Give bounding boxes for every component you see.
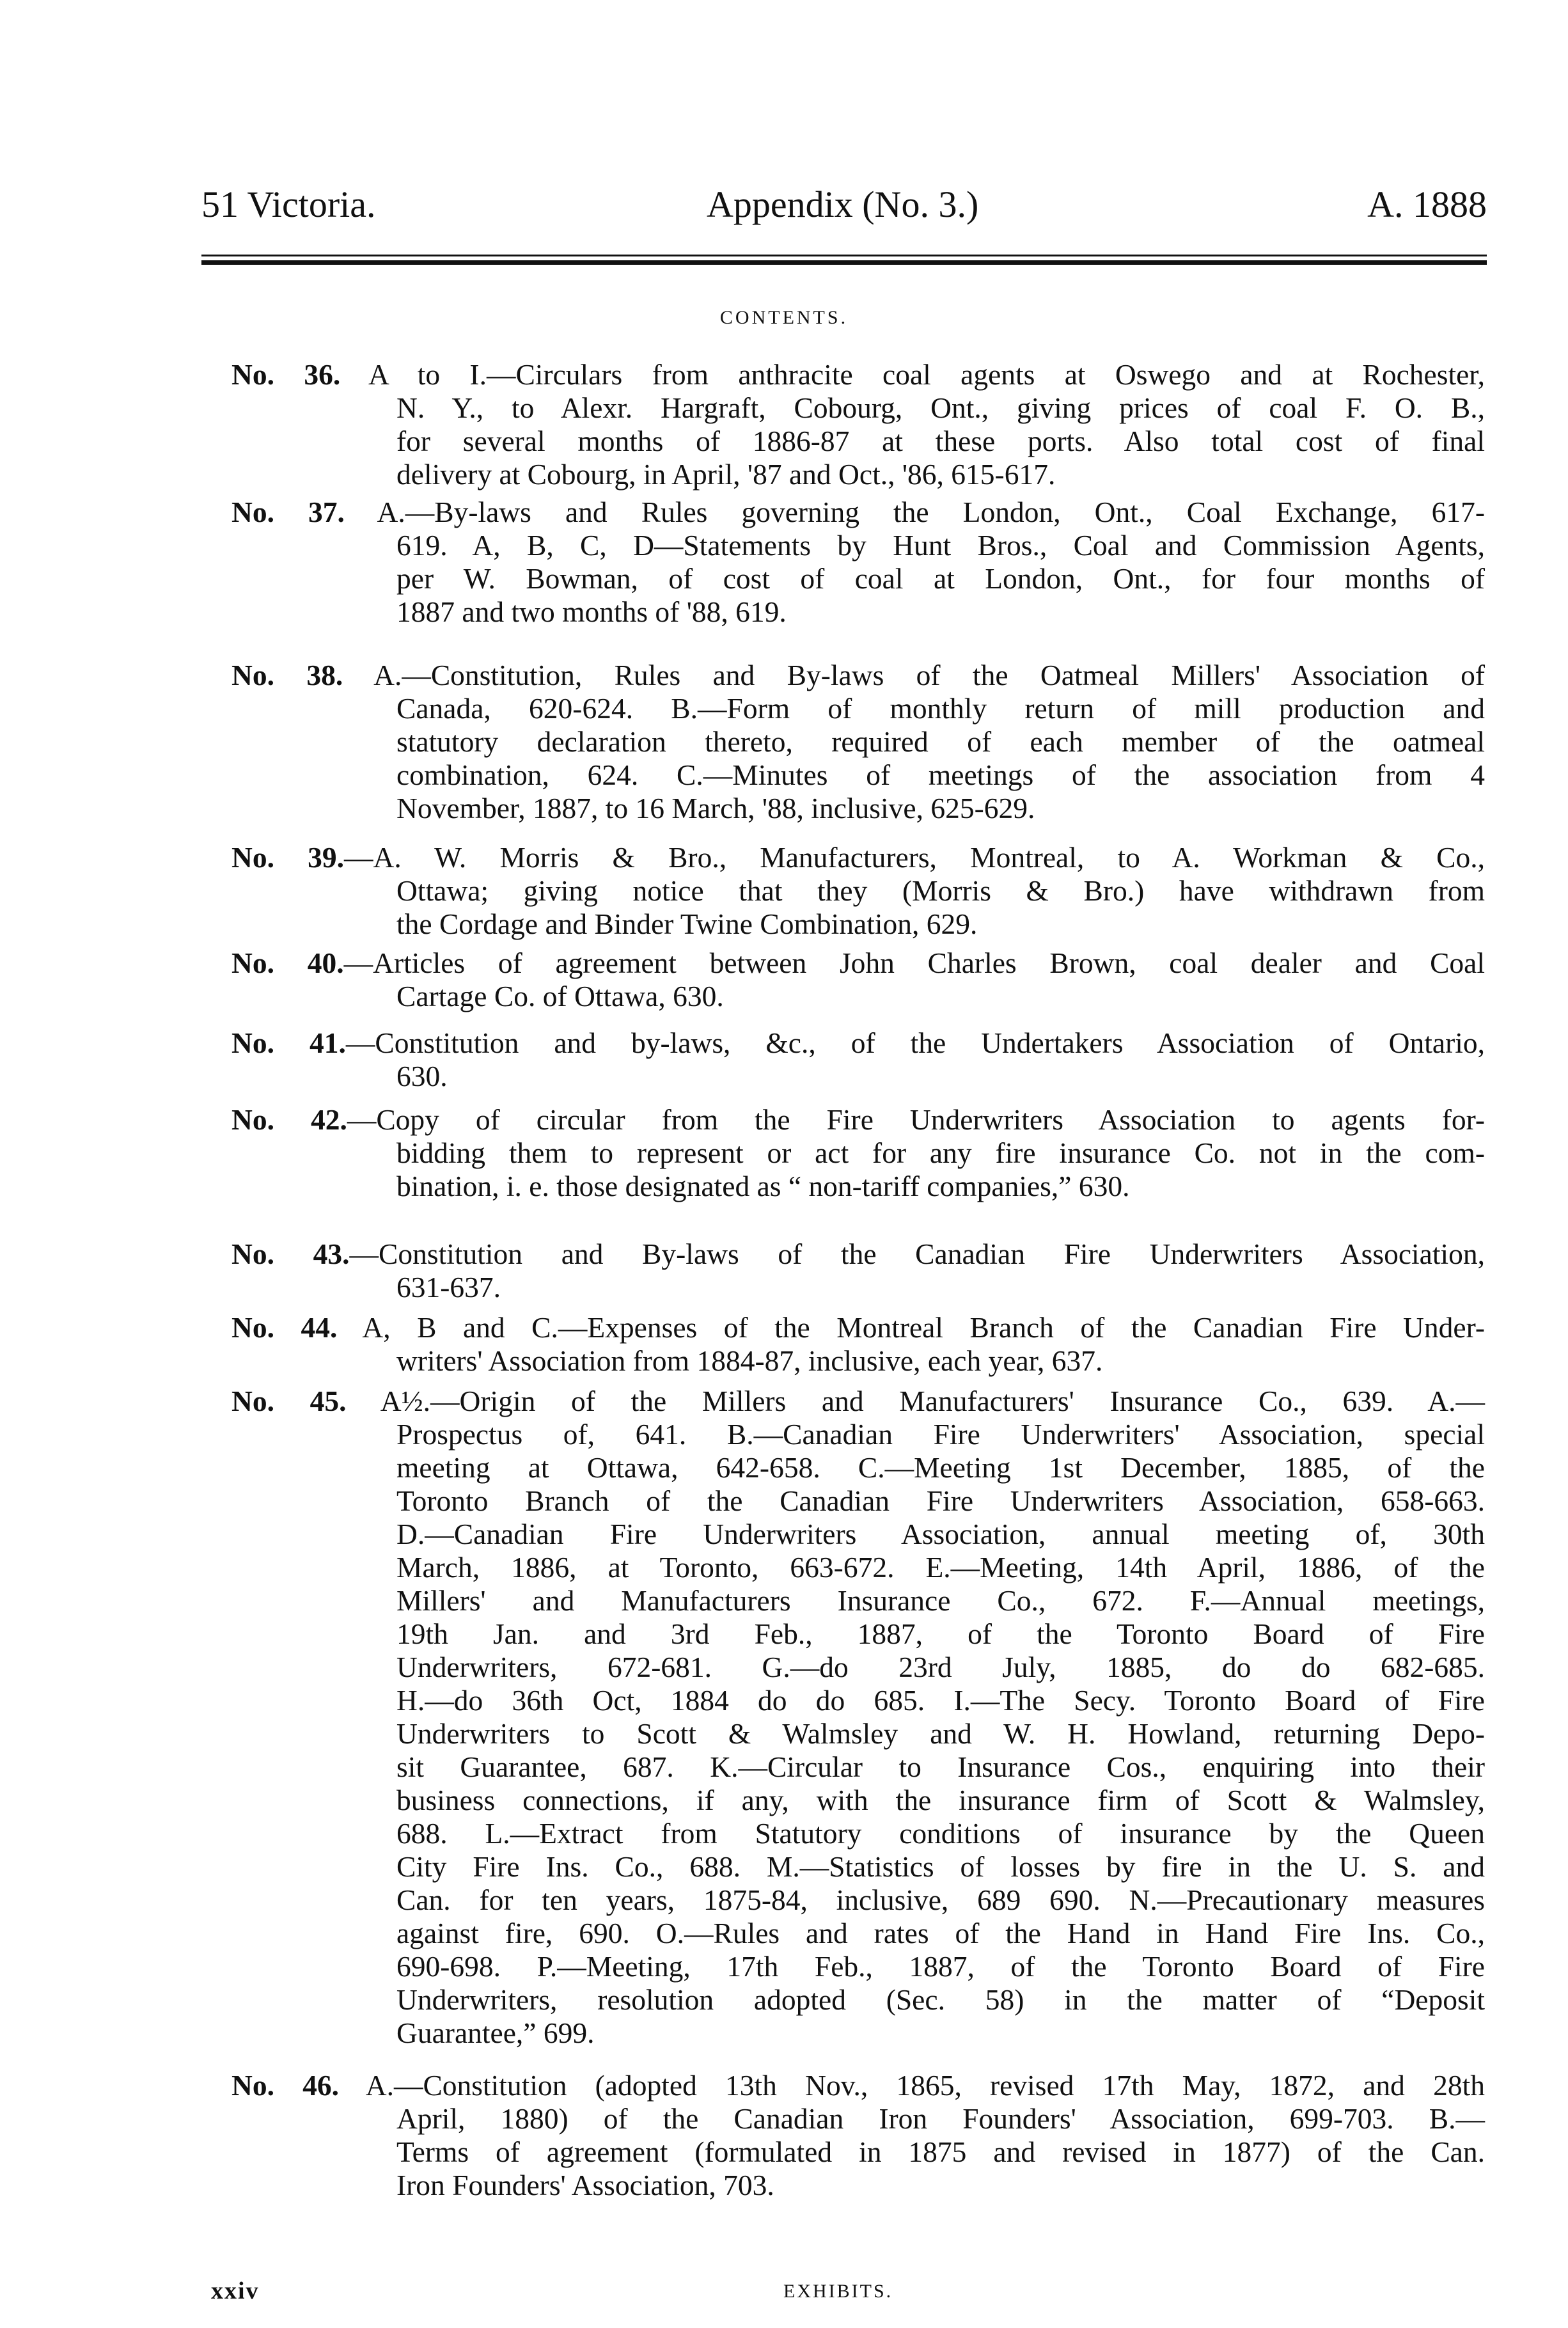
entry-text: A.—Constitution, Rules and By-laws of the Oatmeal Millers' Association of — [343, 659, 1485, 691]
entry-text: Prospectus of, 641. B.—Canadian Fire Underwriters' Association, special — [396, 1418, 1485, 1451]
contents-entry — [231, 659, 1485, 825]
entry-text: —Constitution and By-laws of the Canadian Fire Underwriters Association, — [349, 1238, 1486, 1270]
entry-line — [231, 759, 1485, 792]
entry-line — [231, 2135, 1485, 2169]
entry-number: No. 38. — [231, 659, 343, 691]
entry-text: City Fire Ins. Co., 688. M.—Statistics of losses by fire in the U. S. and — [396, 1850, 1485, 1883]
entry-line — [231, 458, 1485, 491]
entry-line — [231, 2102, 1485, 2135]
contents-entry — [231, 1385, 1485, 2050]
entry-line — [231, 1451, 1485, 1484]
entry-line — [231, 1884, 1485, 1917]
entry-line — [231, 1060, 1485, 1093]
header-year: A. 1888 — [1367, 184, 1487, 225]
entry-text: Underwriters to Scott & Walmsley and W. H. Howland, returning Depo- — [396, 1717, 1485, 1750]
entry-text: Toronto Branch of the Canadian Fire Underwriters Association, 658-663. — [396, 1484, 1485, 1517]
entry-text: 1887 and two months of '88, 619. — [396, 595, 787, 628]
entry-line — [231, 1170, 1485, 1203]
entry-line — [231, 841, 1485, 874]
header-rule-thick — [201, 260, 1487, 265]
entry-text: —Articles of agreement between John Charles Brown, coal dealer and Coal — [343, 947, 1486, 979]
entry-line — [231, 1651, 1485, 1684]
entry-text: A½.—Origin of the Millers and Manufacturers' Insurance Co., 639. A.— — [346, 1385, 1485, 1417]
entry-text: sit Guarantee, 687. K.—Circular to Insurance Cos., enquiring into their — [396, 1750, 1485, 1783]
entry-text: against fire, 690. O.—Rules and rates of the Hand in Hand Fire Ins. Co., — [396, 1917, 1485, 1949]
entry-line — [231, 1551, 1485, 1584]
entry-text: Terms of agreement (formulated in 1875 and revised in 1877) of the Can. — [396, 2135, 1485, 2168]
entry-line — [231, 391, 1485, 425]
catchword: EXHIBITS. — [783, 2281, 893, 2302]
entry-text: Guarantee,” 699. — [396, 2017, 595, 2049]
entry-text: 688. L.—Extract from Statutory conditions of insurance by the Queen — [396, 1817, 1485, 1850]
entry-line — [231, 1784, 1485, 1817]
entry-text: —A. W. Morris & Bro., Manufacturers, Montreal, to A. Workman & Co., — [344, 841, 1486, 874]
entry-line — [231, 1311, 1485, 1344]
entry-line — [231, 1484, 1485, 1518]
contents-entry — [231, 358, 1485, 491]
page-number: xxiv — [211, 2277, 260, 2304]
entry-text: Can. for ten years, 1875-84, inclusive, 689 690. N.—Precautionary measures — [396, 1884, 1485, 1916]
entry-text: A, B and C.—Expenses of the Montreal Branch of the Canadian Fire Under- — [337, 1311, 1485, 1344]
entry-number: No. 42. — [231, 1103, 347, 1136]
entry-text: Underwriters, 672-681. G.—do 23rd July, 1885, do do 682-685. — [396, 1651, 1485, 1683]
entry-text: 631-637. — [396, 1271, 501, 1303]
entry-text: bination, i. e. those designated as “ non-tariff companies,” 630. — [396, 1170, 1130, 1202]
contents-entry — [231, 1026, 1485, 1093]
entry-line — [231, 529, 1485, 562]
entry-text: Ottawa; giving notice that they (Morris & Bro.) have withdrawn from — [396, 874, 1485, 907]
entry-line — [231, 1238, 1485, 1271]
entry-text: the Cordage and Binder Twine Combination, 629. — [396, 908, 978, 940]
contents-entry — [231, 841, 1485, 941]
header-rule-thin — [201, 255, 1487, 256]
entry-line — [231, 496, 1485, 529]
running-header — [201, 182, 1487, 227]
entry-text: per W. Bowman, of cost of coal at London, Ont., for four months of — [396, 562, 1485, 595]
entry-number: No. 39. — [231, 841, 345, 874]
entry-line — [231, 425, 1485, 458]
entry-line — [231, 595, 1485, 629]
entry-number: No. 43. — [231, 1238, 350, 1270]
entry-number: No. 44. — [231, 1311, 338, 1344]
entry-text: bidding them to represent or act for any fire insurance Co. not in the com- — [396, 1136, 1485, 1169]
entry-line — [231, 1418, 1485, 1451]
entry-line — [231, 1136, 1485, 1170]
entry-line — [231, 1717, 1485, 1750]
entry-text: A.—By-laws and Rules governing the London, Ont., Coal Exchange, 617- — [344, 496, 1485, 528]
entry-line — [231, 1518, 1485, 1551]
entry-text: —Constitution and by-laws, &c., of the Undertakers Association of Ontario, — [345, 1026, 1486, 1059]
entry-line — [231, 358, 1485, 391]
entry-line — [231, 947, 1485, 980]
contents-heading: CONTENTS. — [719, 307, 849, 328]
entry-number: No. 41. — [231, 1026, 346, 1059]
header-session: 51 Victoria. — [201, 184, 376, 225]
entry-line — [231, 1584, 1485, 1617]
contents-entry — [231, 496, 1485, 629]
entry-line — [231, 1385, 1485, 1418]
entry-text: Canada, 620-624. B.—Form of monthly return of mill production and — [396, 692, 1485, 725]
entry-line — [231, 2169, 1485, 2202]
entry-line — [231, 659, 1485, 692]
entry-text: meeting at Ottawa, 642-658. C.—Meeting 1st December, 1885, of the — [396, 1451, 1485, 1484]
entry-text: November, 1887, to 16 March, '88, inclusive, 625-629. — [396, 792, 1035, 824]
entry-line — [231, 1817, 1485, 1850]
contents-entry — [231, 947, 1485, 1013]
entry-text: N. Y., to Alexr. Hargraft, Cobourg, Ont., giving prices of coal F. O. B., — [396, 391, 1485, 424]
entry-text: March, 1886, at Toronto, 663-672. E.—Meeting, 14th April, 1886, of the — [396, 1551, 1485, 1584]
entry-text: Cartage Co. of Ottawa, 630. — [396, 980, 724, 1012]
entry-line — [231, 1684, 1485, 1717]
entry-line — [231, 2069, 1485, 2102]
entry-line — [231, 1750, 1485, 1784]
entry-line — [231, 1983, 1485, 2017]
entry-text: business connections, if any, with the insurance firm of Scott & Walmsley, — [396, 1784, 1485, 1816]
entry-text: Underwriters, resolution adopted (Sec. 58) in the matter of “Deposit — [396, 1983, 1485, 2016]
entry-text: for several months of 1886-87 at these ports. Also total cost of final — [396, 425, 1485, 457]
entry-text: 630. — [396, 1060, 448, 1092]
entry-number: No. 37. — [231, 496, 345, 528]
entry-number: No. 40. — [231, 947, 344, 979]
entry-text: delivery at Cobourg, in April, '87 and Oct., '86, 615-617. — [396, 458, 1056, 491]
entry-line — [231, 1850, 1485, 1884]
entry-text: April, 1880) of the Canadian Iron Founders' Association, 699-703. B.— — [396, 2102, 1485, 2135]
entry-line — [231, 692, 1485, 725]
entry-line — [231, 1950, 1485, 1983]
entry-text: —Copy of circular from the Fire Underwriters Association to agents for- — [347, 1103, 1485, 1136]
entry-line — [231, 1344, 1485, 1378]
contents-entry — [231, 1103, 1485, 1203]
entry-text: writers' Association from 1884-87, inclusive, each year, 637. — [396, 1344, 1103, 1377]
entry-text: 690-698. P.—Meeting, 17th Feb., 1887, of the Toronto Board of Fire — [396, 1950, 1485, 1983]
entry-text: statutory declaration thereto, required of each member of the oatmeal — [396, 725, 1485, 758]
entry-text: 19th Jan. and 3rd Feb., 1887, of the Toronto Board of Fire — [396, 1617, 1485, 1650]
entry-line — [231, 874, 1485, 908]
entry-line — [231, 725, 1485, 759]
entry-text: Millers' and Manufacturers Insurance Co., 672. F.—Annual meetings, — [396, 1584, 1485, 1617]
entry-line — [231, 1617, 1485, 1651]
entry-line — [231, 1103, 1485, 1136]
entry-text: combination, 624. C.—Minutes of meetings of the association from 4 — [396, 759, 1485, 791]
entry-text: Iron Founders' Association, 703. — [396, 2169, 774, 2201]
entry-line — [231, 1271, 1485, 1304]
entry-number: No. 36. — [231, 358, 341, 391]
entry-line — [231, 1026, 1485, 1060]
entry-line — [231, 2017, 1485, 2050]
entry-text: A to I.—Circulars from anthracite coal agents at Oswego and at Rochester, — [340, 358, 1486, 391]
entry-line — [231, 562, 1485, 595]
entry-text: H.—do 36th Oct, 1884 do do 685. I.—The Secy. Toronto Board of Fire — [396, 1684, 1485, 1717]
entry-line — [231, 792, 1485, 825]
entry-line — [231, 1917, 1485, 1950]
header-appendix: Appendix (No. 3.) — [707, 184, 979, 225]
page-footer — [211, 2277, 1490, 2309]
contents-entry — [231, 1311, 1485, 1378]
contents-entry — [231, 1238, 1485, 1304]
entry-number: No. 45. — [231, 1385, 347, 1417]
entry-line — [231, 980, 1485, 1013]
entry-line — [231, 908, 1485, 941]
entry-text: D.—Canadian Fire Underwriters Association, annual meeting of, 30th — [396, 1518, 1485, 1550]
entry-text: 619. A, B, C, D—Statements by Hunt Bros., Coal and Commission Agents, — [396, 529, 1485, 562]
entry-number: No. 46. — [231, 2069, 340, 2102]
contents-entry — [231, 2069, 1485, 2202]
entry-text: A.—Constitution (adopted 13th Nov., 1865, revised 17th May, 1872, and 28th — [339, 2069, 1485, 2102]
